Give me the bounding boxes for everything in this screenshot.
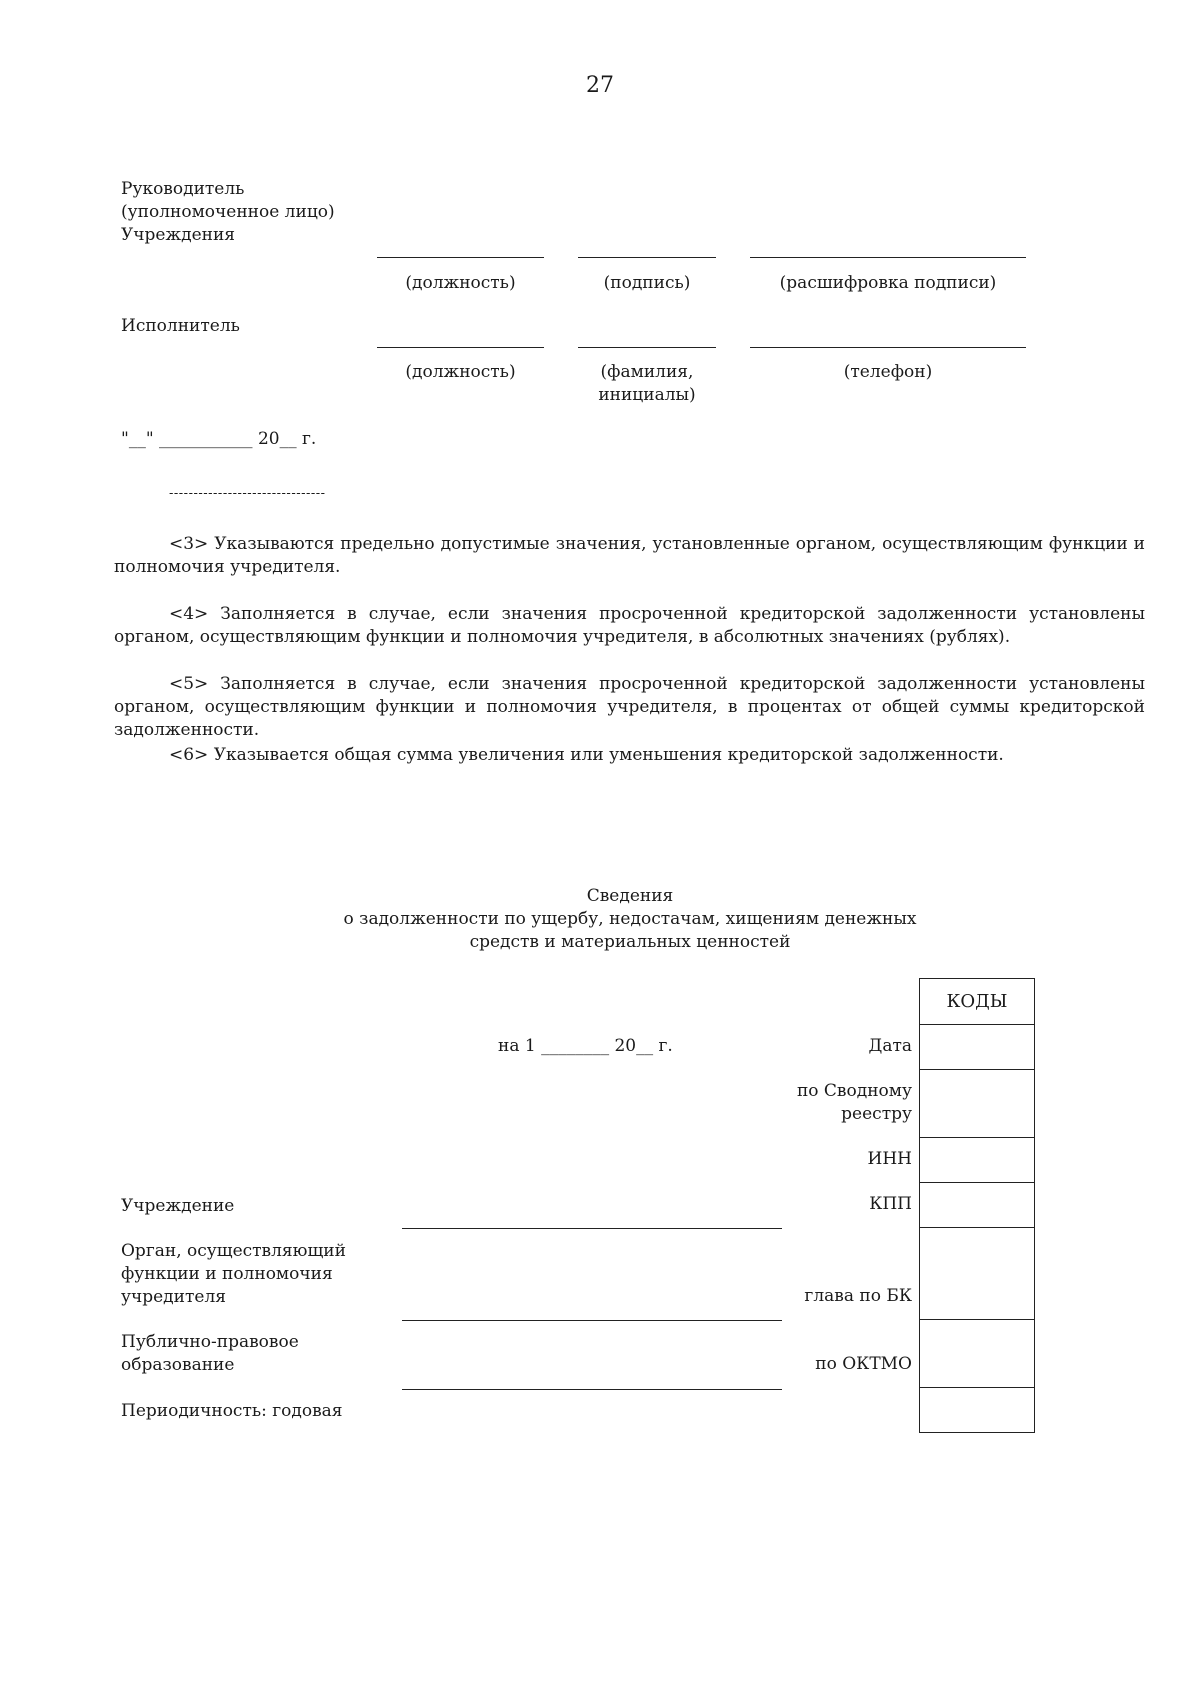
form-title: [0, 885, 1200, 954]
footnote-text: <5> Заполняется в случае, если значения просроченной кредиторской задолженности установлены органом, осуществляющим функции и полномочия учредителя, в процентах от общей суммы кредиторской задолженности.: [114, 674, 1145, 740]
code-cell-oktmo[interactable]: [920, 1320, 1034, 1388]
executor-caption-position: (должность): [405, 362, 516, 382]
executor-caption-name: (фамилия, инициалы): [598, 362, 696, 405]
code-label-bk: глава по БК: [804, 1286, 912, 1306]
signature-date[interactable]: "__" ___________ 20__ г.: [121, 429, 317, 449]
form-title-line: средств и материальных ценностей: [469, 932, 791, 952]
code-label-kpp: КПП: [869, 1194, 912, 1214]
head-label: [121, 178, 335, 247]
field-public-entity-label-line: образование: [121, 1355, 235, 1375]
executor-phone-line[interactable]: [750, 347, 1026, 348]
field-public-entity-label: [121, 1331, 299, 1377]
footnote-3: [114, 533, 1145, 579]
head-label-line: (уполномоченное лицо): [121, 202, 335, 222]
code-cell-kpp[interactable]: [920, 1183, 1034, 1228]
footnote-4: [114, 603, 1145, 649]
executor-label: Исполнитель: [121, 316, 240, 336]
field-institution-line[interactable]: [402, 1228, 782, 1229]
form-title-line: Сведения: [586, 886, 674, 906]
field-founder-label-line: функции и полномочия: [121, 1264, 333, 1284]
footnote-text: <6> Указывается общая сумма увеличения или уменьшения кредиторской задолженности.: [169, 745, 1004, 765]
code-cell-bk[interactable]: [920, 1228, 1034, 1320]
field-public-entity-label-line: Публично-правовое: [121, 1332, 299, 1352]
field-periodicity-label: Периодичность: годовая: [121, 1401, 343, 1421]
executor-name-line[interactable]: [578, 347, 716, 348]
code-cell-periodicity[interactable]: [920, 1388, 1034, 1433]
head-position-line[interactable]: [377, 257, 544, 258]
footnote-text: <3> Указываются предельно допустимые значения, установленные органом, осуществляющим функции и полномочия учредителя.: [114, 534, 1145, 577]
form-title-line: о задолженности по ущербу, недостачам, хищениям денежных: [343, 909, 917, 929]
codes-table: [919, 978, 1035, 1433]
field-founder-label: [121, 1240, 346, 1309]
head-label-line: Руководитель: [121, 179, 245, 199]
head-caption-decoding: (расшифровка подписи): [779, 273, 997, 293]
footnote-separator: --------------------------------: [169, 486, 326, 501]
head-label-line: Учреждения: [121, 225, 236, 245]
code-label-date: Дата: [868, 1036, 912, 1056]
code-label-inn: ИНН: [867, 1149, 912, 1169]
head-decoding-line[interactable]: [750, 257, 1026, 258]
code-cell-registry[interactable]: [920, 1070, 1034, 1138]
footnote-5: [114, 673, 1145, 742]
code-cell-date[interactable]: [920, 1025, 1034, 1070]
code-label-oktmo: по ОКТМО: [815, 1354, 912, 1374]
field-founder-label-line: учредителя: [121, 1287, 226, 1307]
page-number: 27: [586, 73, 614, 98]
field-founder-line[interactable]: [402, 1320, 782, 1321]
footnote-6: [114, 744, 1145, 767]
head-caption-signature: (подпись): [603, 273, 691, 293]
code-cell-inn[interactable]: [920, 1138, 1034, 1183]
field-public-entity-line[interactable]: [402, 1389, 782, 1390]
head-signature-line[interactable]: [578, 257, 716, 258]
field-institution-label: Учреждение: [121, 1196, 235, 1216]
codes-header: [920, 979, 1034, 1025]
field-founder-label-line: Орган, осуществляющий: [121, 1241, 346, 1261]
footnote-text: <4> Заполняется в случае, если значения просроченной кредиторской задолженности установлены органом, осуществляющим функции и полномочия учредителя, в абсолютных значениях (рублях).: [114, 604, 1145, 647]
code-label-registry: по Сводному реестру: [796, 1081, 912, 1124]
codes-header-text: КОДЫ: [946, 991, 1008, 1012]
executor-caption-phone: (телефон): [843, 362, 933, 382]
head-caption-position: (должность): [405, 273, 516, 293]
executor-position-line[interactable]: [377, 347, 544, 348]
form-date-line[interactable]: на 1 ________ 20__ г.: [498, 1036, 673, 1056]
